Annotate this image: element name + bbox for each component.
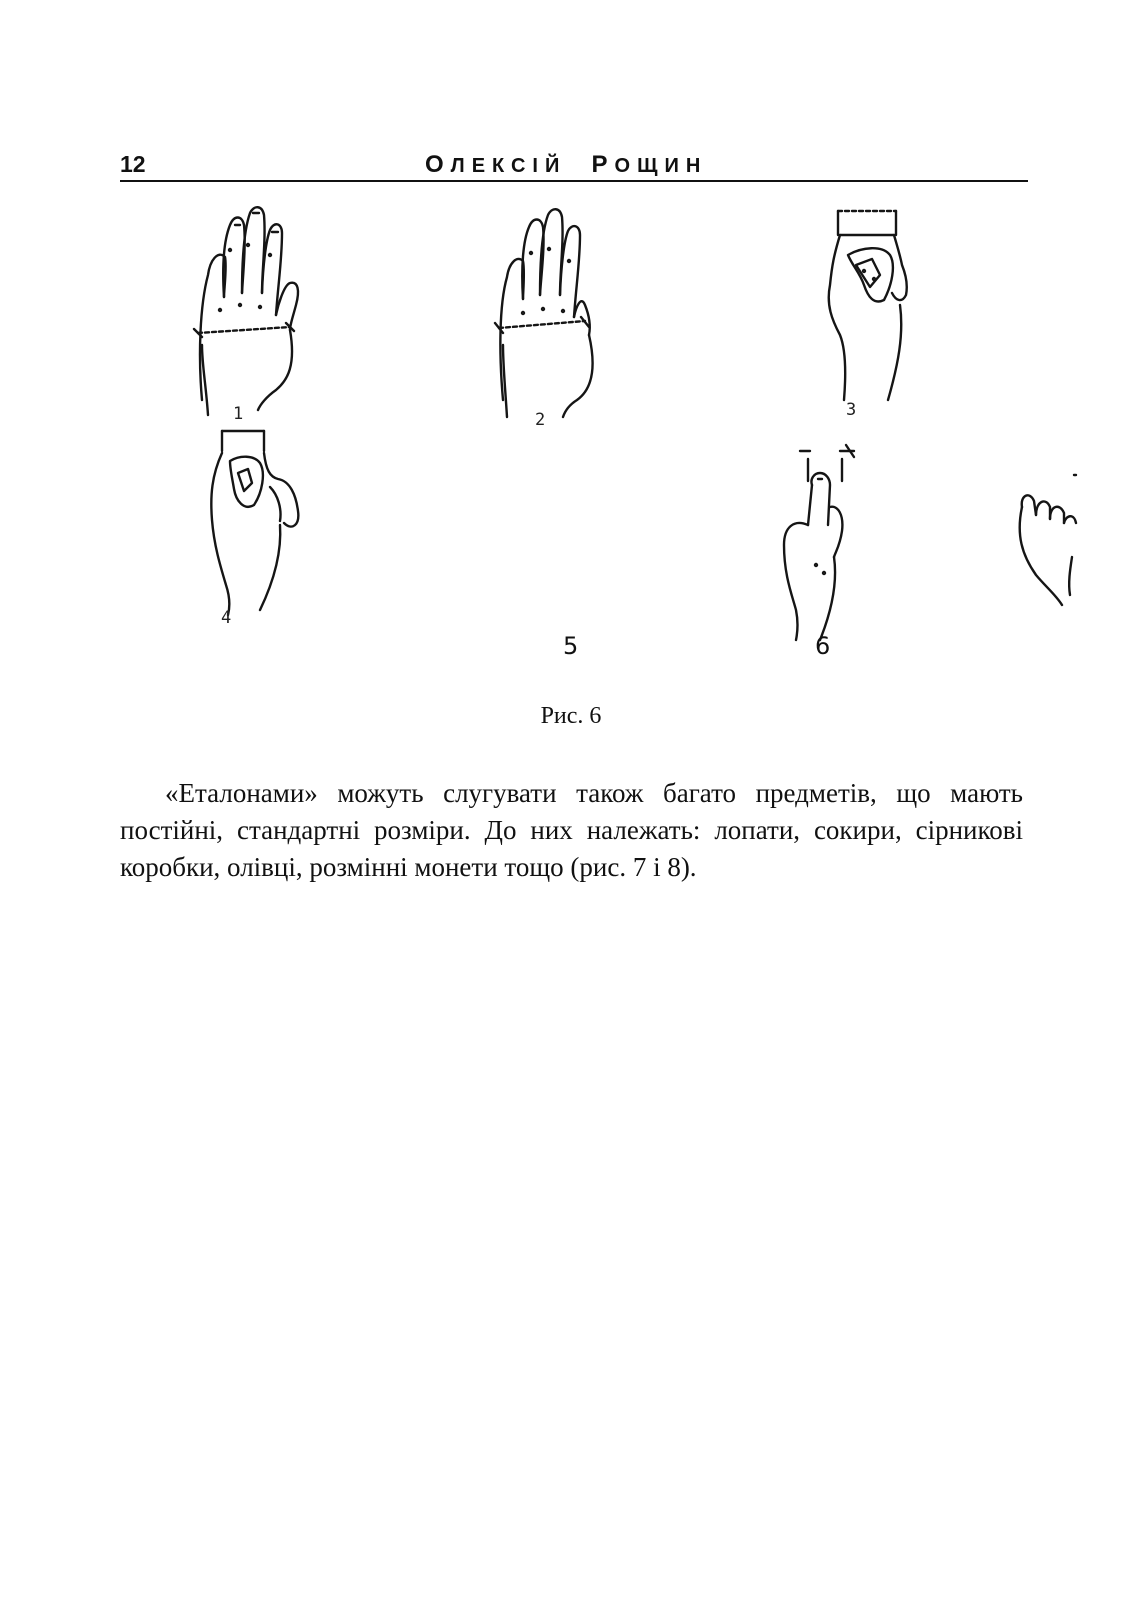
running-title-rest-2: ОЩИН	[614, 155, 708, 177]
hand-drawing-2-open-palm	[495, 209, 593, 417]
hand-drawings	[180, 205, 1142, 685]
drawing-label-1: 1	[233, 404, 244, 424]
running-title	[425, 152, 707, 179]
hand-drawing-1-open-palm	[194, 207, 298, 415]
panel-number-6: 6	[815, 632, 831, 660]
paragraph: «Еталонами» можуть слугувати також багато предметів, що мають постійні, стандартні розміри. До них належать: лопати, сокири, сірникові коробки, олівці, розмінні монети тощо (рис. 7 і 8).	[120, 778, 1023, 882]
running-title-cap-2: Р	[591, 151, 615, 178]
hand-drawing-partial-right	[1020, 475, 1076, 605]
header-rule	[120, 180, 1028, 182]
running-head	[120, 150, 1028, 184]
hand-drawing-3-fist-top	[829, 211, 907, 400]
figure-caption: Рис. 6	[540, 703, 602, 729]
running-title-cap-1: О	[425, 151, 451, 178]
running-title-rest-1: ЛЕКСІЙ	[450, 155, 567, 177]
hand-drawing-6-index-finger	[784, 445, 854, 640]
figure-hand-measurements	[180, 205, 1142, 685]
drawing-label-4: 4	[221, 608, 232, 628]
drawing-label-3: 3	[846, 400, 857, 420]
hand-drawing-4-thumb-side	[211, 431, 298, 615]
body-text	[120, 775, 1023, 886]
drawing-label-2: 2	[535, 410, 546, 430]
panel-number-5: 5	[563, 632, 579, 660]
page-number: 12	[120, 151, 146, 177]
